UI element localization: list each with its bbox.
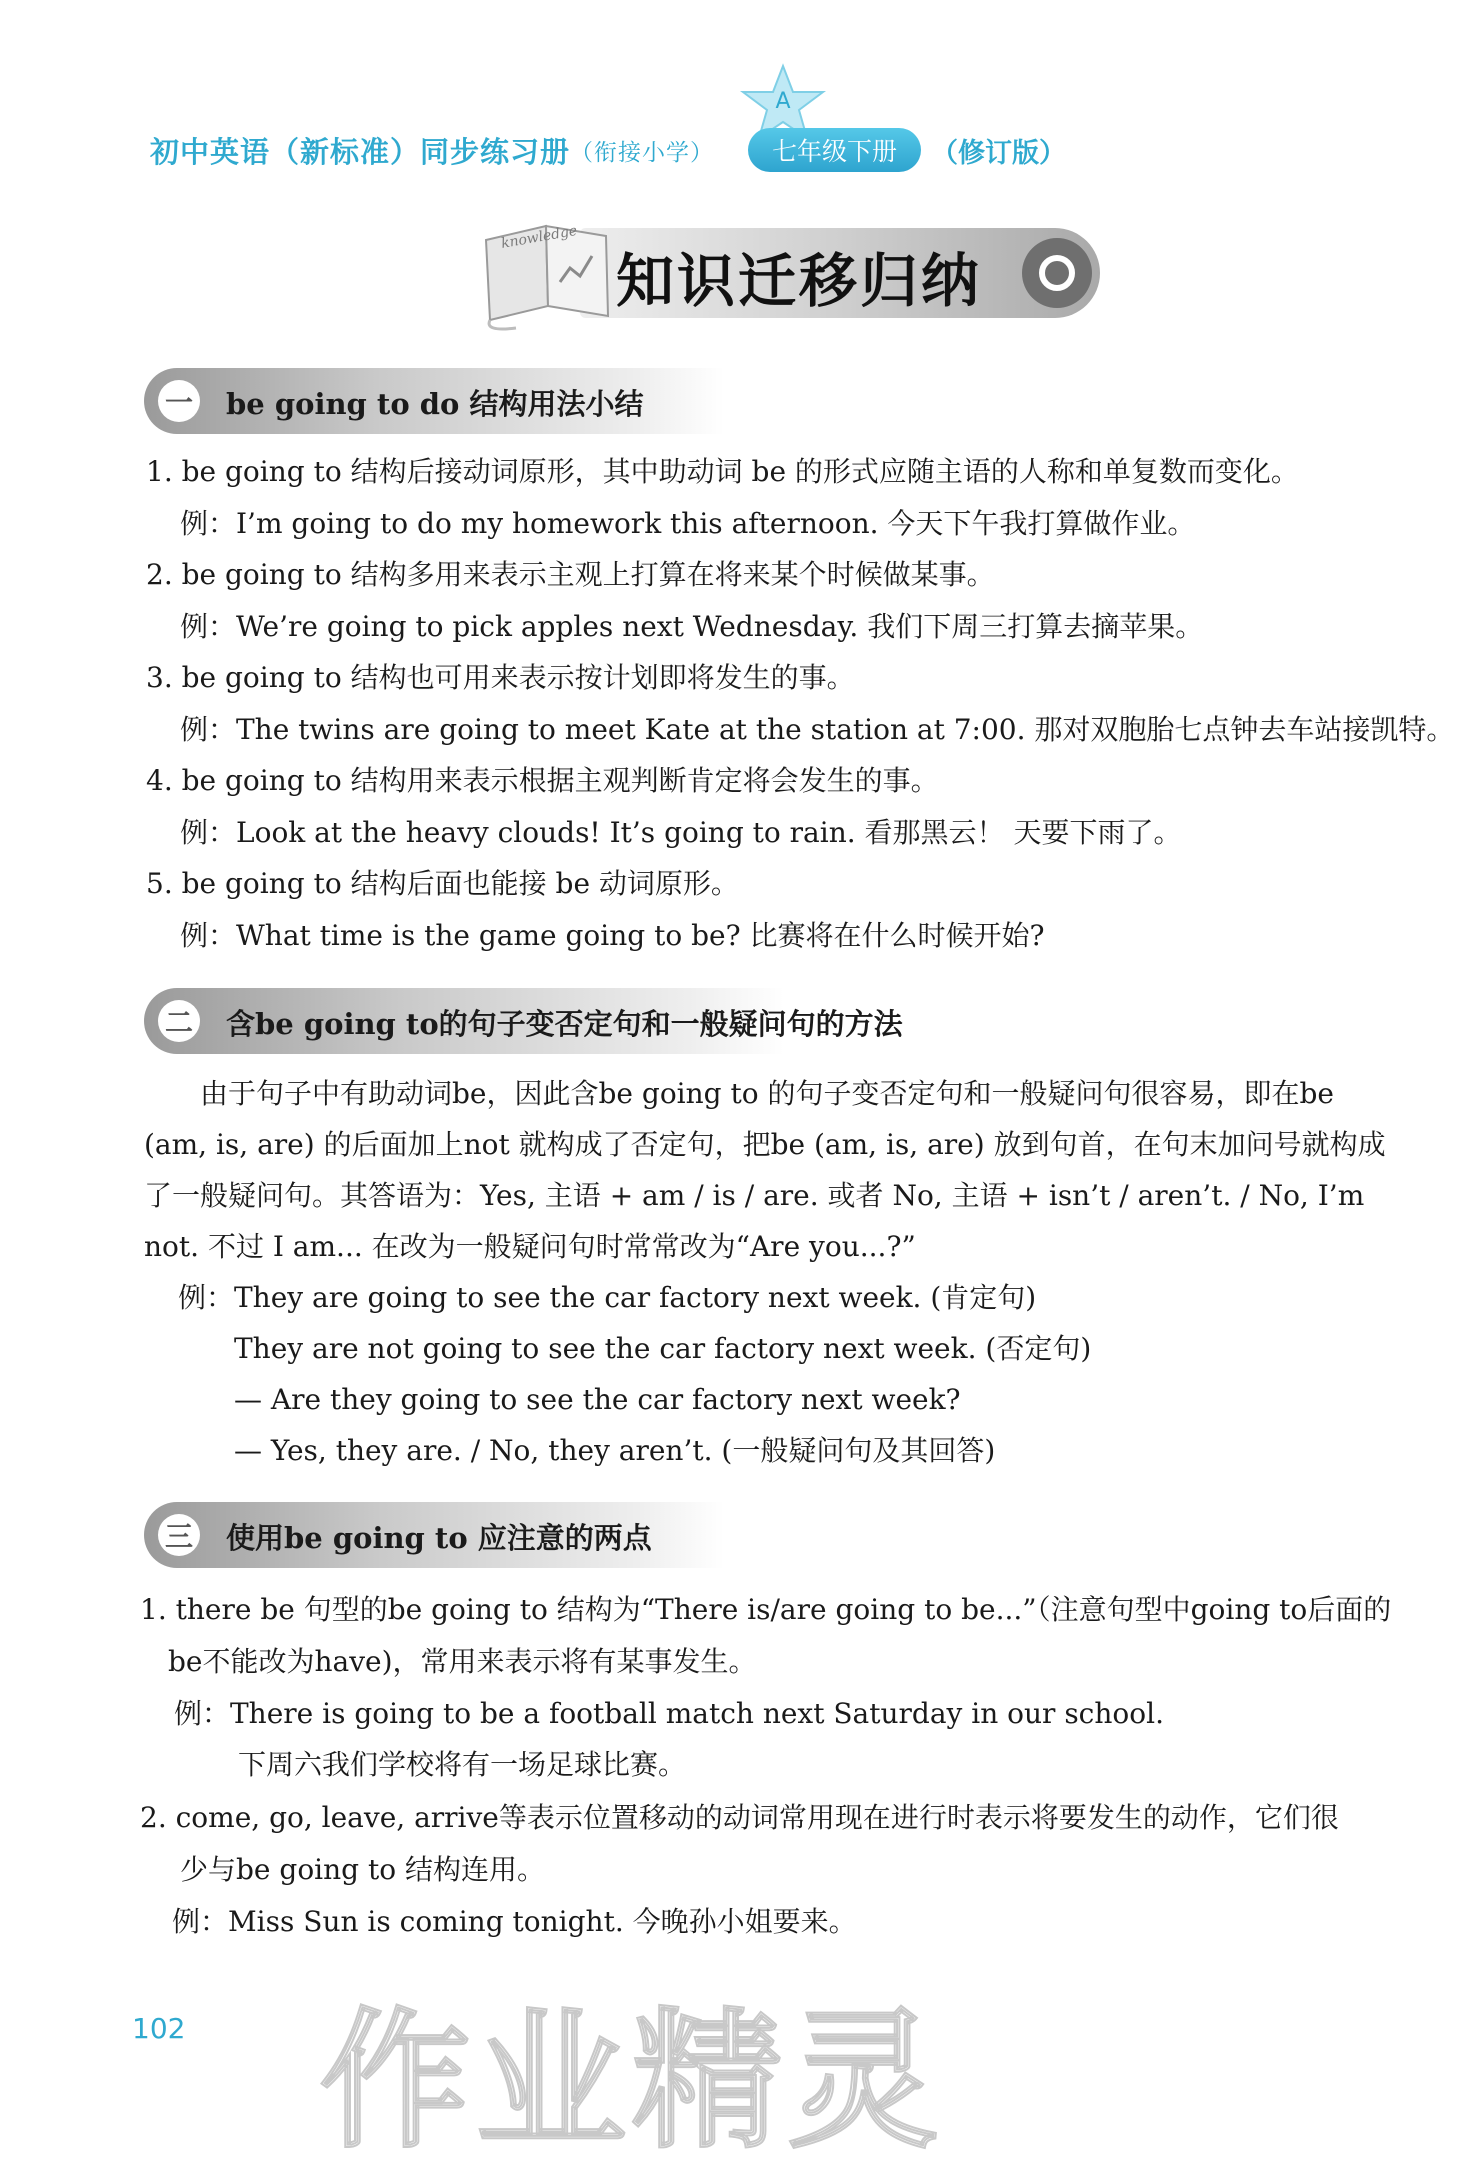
running-header (150, 128, 1066, 172)
example-line: 例：I’m going to do my homework this afternoon. 今天下午我打算做作业。 (180, 507, 1196, 540)
svg-text:A: A (775, 89, 791, 114)
example-line: 例：Look at the heavy clouds! It’s going to rain. 看那黑云！ 天要下雨了。 (180, 816, 1182, 849)
rule-line: 1. be going to 结构后接动词原形，其中助动词 be 的形式应随主语的人称和单复数而变化。 (146, 455, 1299, 488)
rule-line: 2. be going to 结构多用来表示主观上打算在将来某个时候做某事。 (146, 558, 995, 591)
grade-badge: 七年级下册 (748, 128, 921, 172)
rule-line: 5. be going to 结构后面也能接 be 动词原形。 (146, 867, 739, 900)
page-title: 知识迁移归纳 (616, 247, 983, 315)
example-line: 例：Miss Sun is coming tonight. 今晚孙小姐要来。 (172, 1905, 857, 1938)
section-header-1 (144, 368, 724, 434)
example-line: 例：There is going to be a football match next Saturday in our school. (174, 1697, 1164, 1730)
book-label: knowledge (499, 222, 579, 252)
section-number-badge: 二 (158, 1000, 200, 1042)
example-line: 例：We’re going to pick apples next Wednesday. 我们下周三打算去摘苹果。 (180, 610, 1204, 643)
section-number-badge: 一 (158, 380, 200, 422)
page-number: 102 (132, 2012, 186, 2045)
title-banner (476, 220, 1100, 332)
rule-line: 2. come, go, leave, arrive等表示位置移动的动词常用现在进行时表示将要发生的动作，它们很 (140, 1801, 1339, 1834)
series-subtitle: （衔接小学） (570, 139, 715, 166)
target-circle-icon (1022, 238, 1092, 308)
rule-line: 3. be going to 结构也可用来表示按计划即将发生的事。 (146, 661, 855, 694)
rule-line: 少与be going to 结构连用。 (180, 1853, 545, 1886)
rule-line: 4. be going to 结构用来表示根据主观判断肯定将会发生的事。 (146, 764, 939, 797)
example-line: 例：What time is the game going to be? 比赛将在什么时候开始? (180, 919, 1045, 952)
open-book-icon (476, 220, 626, 332)
example-line: — Yes, they are. / No, they aren’t. (一般疑问句及其回答) (234, 1434, 996, 1467)
section-header-2 (144, 988, 903, 1054)
section-title: 含be going to的句子变否定句和一般疑问句的方法 (226, 1007, 903, 1041)
section-title: 使用be going to 应注意的两点 (226, 1521, 652, 1555)
series-title: 初中英语（新标准）同步练习册 (150, 134, 571, 169)
example-line: 例：They are going to see the car factory next week. (肯定句) (178, 1281, 1037, 1314)
rule-line: 1. there be 句型的be going to 结构为“There is/are going to be...”（注意句型中going to后面的 (140, 1593, 1392, 1626)
example-line: They are not going to see the car factory next week. (否定句) (234, 1332, 1092, 1365)
section-header-3 (144, 1502, 724, 1568)
example-translation: 下周六我们学校将有一场足球比赛。 (238, 1748, 687, 1781)
example-line: — Are they going to see the car factory next week? (234, 1383, 961, 1416)
watermark: 作业精灵 (320, 1995, 945, 2169)
example-line: 例：The twins are going to meet Kate at the station at 7:00. 那对双胞胎七点钟去车站接凯特。 (180, 713, 1455, 746)
section-title: be going to do 结构用法小结 (226, 387, 644, 421)
explanation-paragraph: 由于句子中有助动词be，因此含be going to 的句子变否定句和一般疑问句很容易，即在be (am, is, are) 的后面加上not 就构成了否定句，把be (am, is, are) 放到句首，在句末加问号就构成了一般疑问句。其答语为：Yes, 主语 + am / is / are. 或者 No, 主语 + isn’t / aren’t. / No, I’m not. 不过 I am... 在改为一般疑问句时常常改为“Are you...?” (144, 1077, 1386, 1263)
rule-line: be不能改为have)，常用来表示将有某事发生。 (168, 1645, 757, 1678)
section-number-badge: 三 (158, 1514, 200, 1556)
edition-label: （修订版） (931, 137, 1067, 169)
